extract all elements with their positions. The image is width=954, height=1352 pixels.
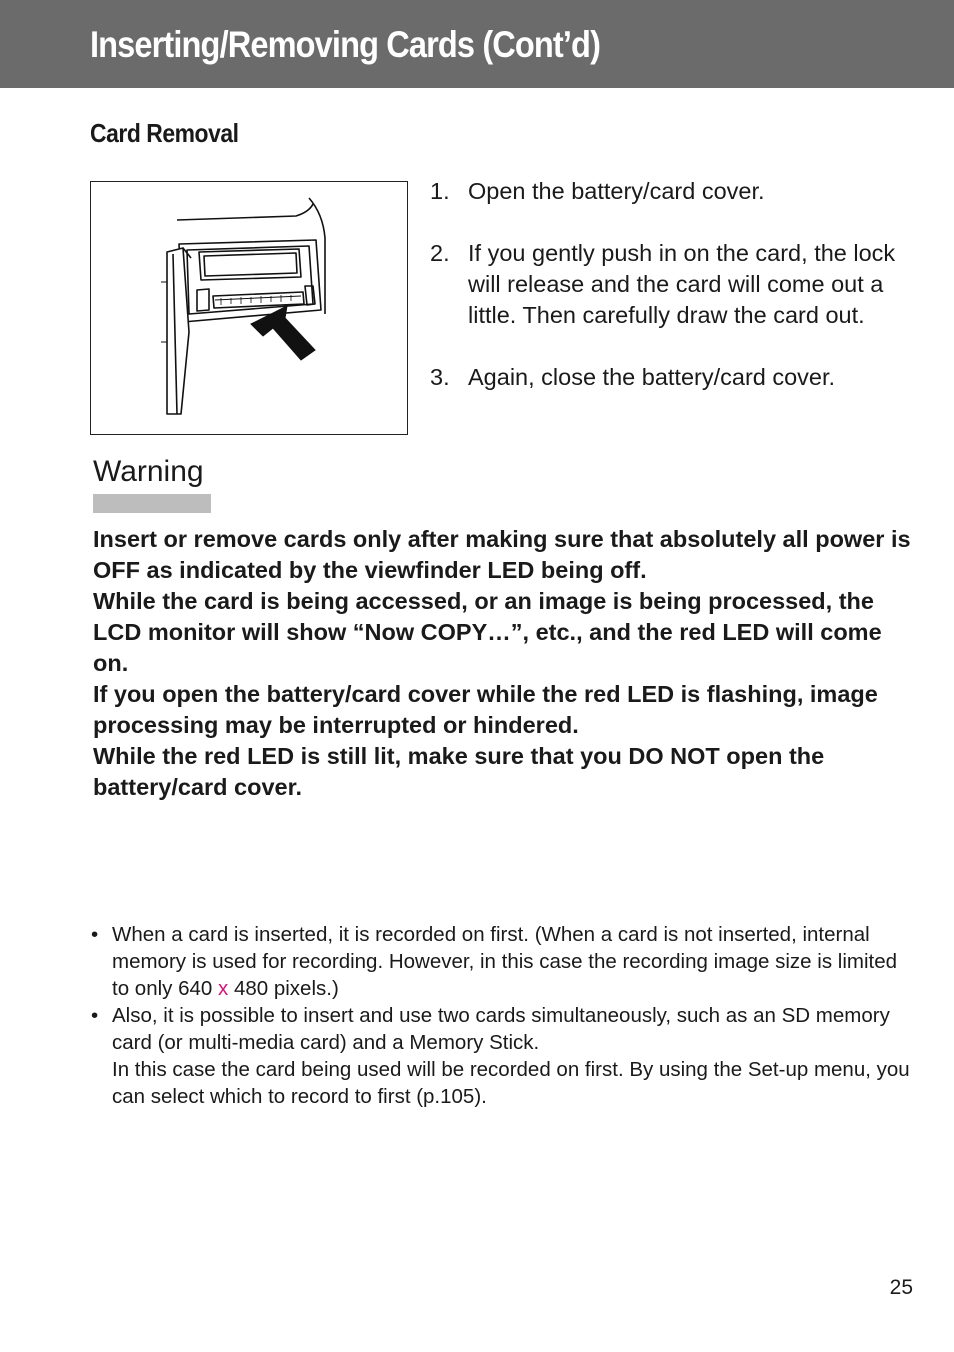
warning-title: Warning bbox=[93, 455, 204, 488]
camera-card-slot-icon bbox=[91, 182, 407, 434]
warning-paragraph: While the red LED is still lit, make sure that you DO NOT open the battery/card cover. bbox=[93, 743, 825, 800]
step-number: 2. bbox=[430, 240, 450, 266]
step-number: 1. bbox=[430, 178, 450, 204]
warning-paragraph: While the card is being accessed, or an image is being processed, the LCD monitor will show “Now COPY…”, etc., and the red LED will come on. bbox=[93, 588, 882, 676]
warning-paragraph: Insert or remove cards only after making sure that absolutely all power is OFF as indicated by the viewfinder LED being off. bbox=[93, 526, 911, 583]
step-text: If you gently push in on the card, the lock will release and the card will come out a little. Then carefully draw the card out. bbox=[468, 240, 896, 328]
note-text bbox=[112, 921, 911, 1002]
step-item bbox=[430, 238, 910, 331]
page-number: 25 bbox=[889, 1276, 913, 1299]
section-title: Card Removal bbox=[90, 118, 239, 148]
warning-paragraph: If you open the battery/card cover while the red LED is flashing, image processing may be interrupted or hindered. bbox=[93, 681, 878, 738]
note-text bbox=[112, 1002, 911, 1110]
warning-body bbox=[93, 524, 923, 803]
multiplication-x: x bbox=[218, 977, 229, 1000]
step-text: Again, close the battery/card cover. bbox=[468, 364, 836, 390]
card-removal-illustration bbox=[90, 181, 408, 435]
page-title: Inserting/Removing Cards (Cont’d) bbox=[90, 24, 601, 65]
step-item bbox=[430, 362, 910, 393]
note-text-part: 480 pixels.) bbox=[228, 977, 339, 1000]
bullet: • bbox=[91, 1004, 99, 1027]
steps-list bbox=[430, 176, 910, 424]
note-text-part: When a card is inserted, it is recorded on first. (When a card is not inserted, internal memory is used for recording. However, in this case the recording image size is limited to only 640 bbox=[112, 923, 898, 1000]
note-paragraph bbox=[112, 921, 911, 1002]
note-paragraph: Also, it is possible to insert and use two cards simultaneously, such as an SD memory card (or multi-media card) and a Memory Stick. bbox=[112, 1004, 890, 1054]
note-item bbox=[91, 1002, 911, 1110]
step-text: Open the battery/card cover. bbox=[468, 178, 765, 204]
step-item bbox=[430, 176, 910, 207]
warning-underline-bar bbox=[93, 494, 211, 513]
header-bar bbox=[0, 0, 954, 88]
note-item bbox=[91, 921, 911, 1002]
step-number: 3. bbox=[430, 364, 450, 390]
note-paragraph: In this case the card being used will be recorded on first. By using the Set-up menu, you can select which to record to first (p.105). bbox=[112, 1058, 910, 1108]
bullet: • bbox=[91, 923, 99, 946]
notes-list bbox=[91, 921, 911, 1110]
